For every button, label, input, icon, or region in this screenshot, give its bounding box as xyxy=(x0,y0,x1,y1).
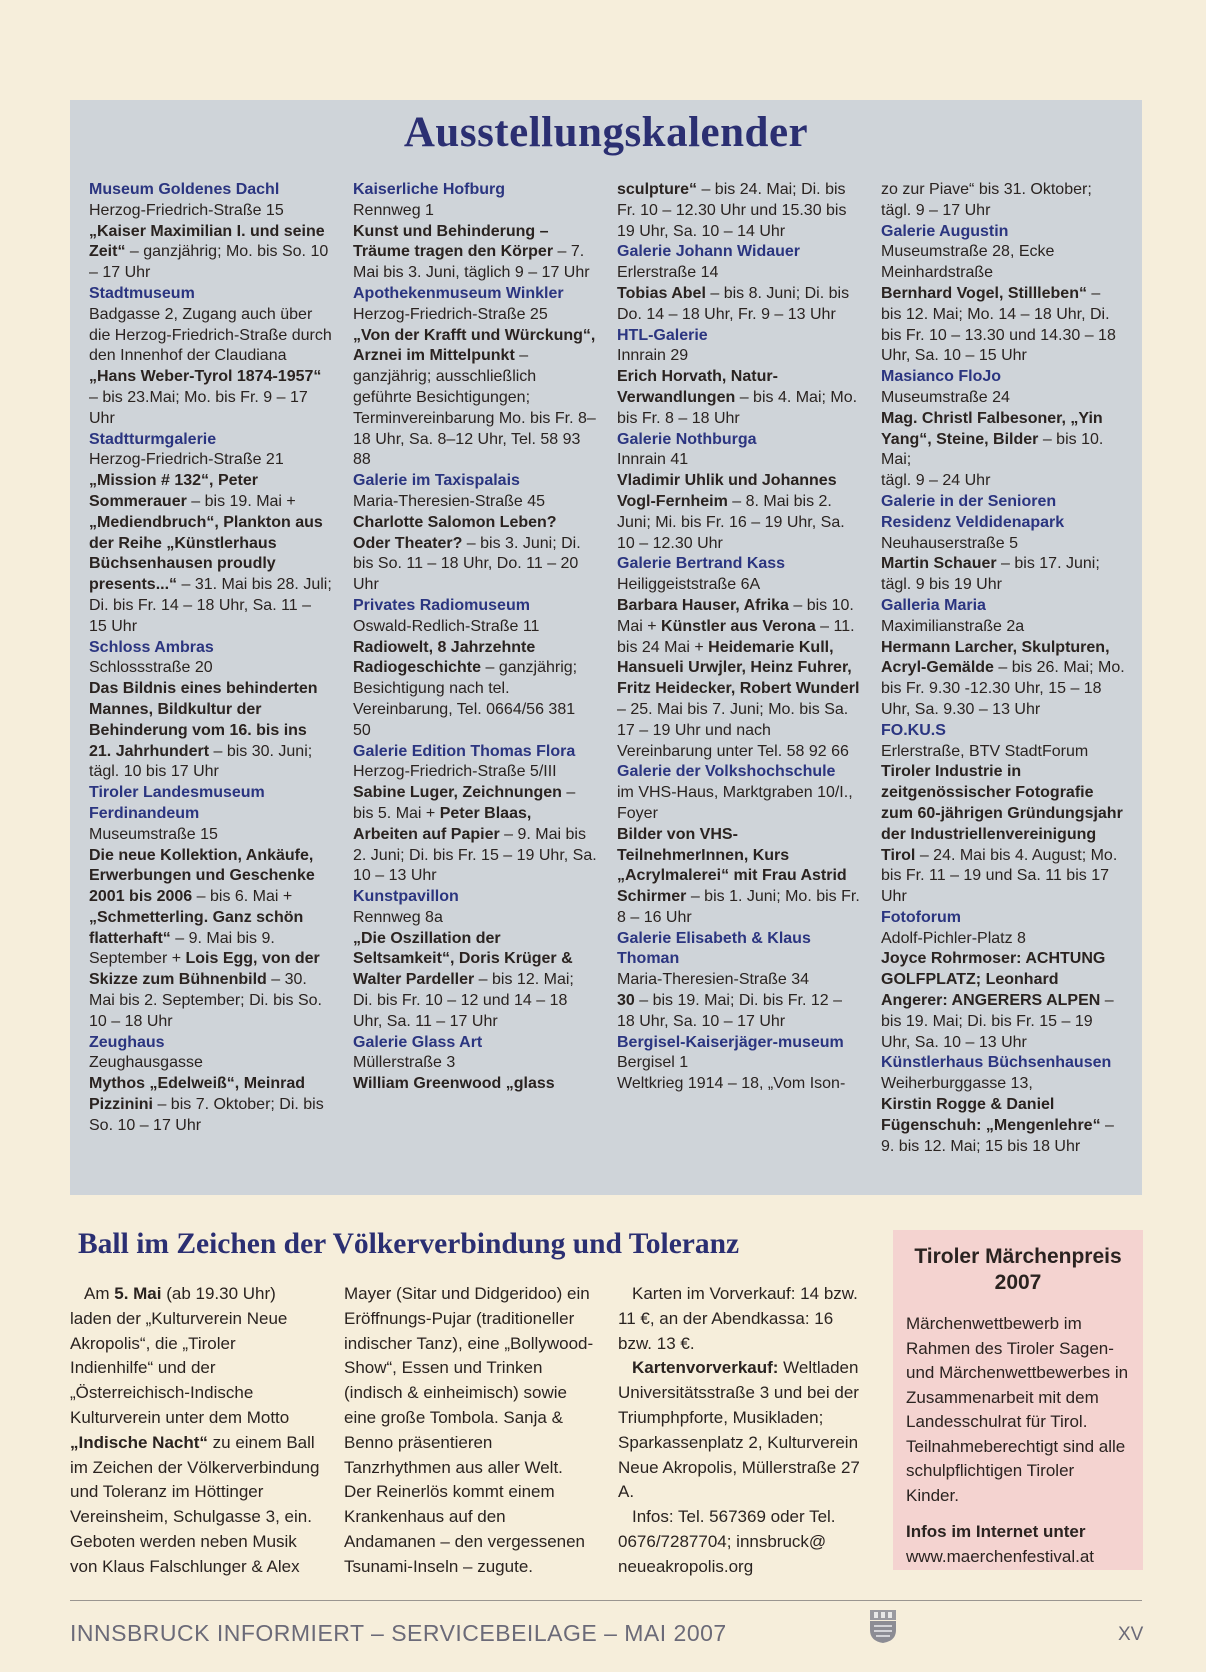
venue-entry xyxy=(617,1033,861,1095)
venue-entry xyxy=(89,284,333,430)
venue-entry xyxy=(617,326,861,430)
venue-entry xyxy=(353,471,597,596)
venue-name: Galerie Elisabeth & Klaus Thoman xyxy=(617,929,811,968)
exhibition-dates: – bis 4. Mai; Mo. bis Fr. 8 – 18 Uhr xyxy=(617,388,858,427)
venue-address: Adolf-Pichler-Platz 8 xyxy=(881,929,1026,947)
exhibition-calendar xyxy=(70,100,1142,1195)
exhibition-dates: – bis 10. Mai; xyxy=(881,430,1104,469)
venue-entry xyxy=(617,929,861,1033)
paragraph xyxy=(70,1282,320,1580)
exhibition-dates: – 9. Mai bis 2. Juni; Di. bis Fr. 15 – 19 Uhr, Sa. 10 – 13 Uhr xyxy=(353,825,597,885)
text: Am xyxy=(84,1284,115,1303)
exhibition-title: Mythos „Edelweiß“, Meinrad Pizzinini xyxy=(89,1075,306,1114)
venue-address: Heiliggeiststraße 6A xyxy=(617,576,761,594)
venue-entry xyxy=(881,492,1125,596)
venue-name: Galerie Edition Thomas Flora xyxy=(353,742,576,760)
exhibition-title: Joyce Rohrmoser: ACHTUNG GOLFPLATZ; Leonhard Angerer: ANGERERS ALPEN xyxy=(881,950,1106,1010)
calendar-column-1 xyxy=(89,180,333,1137)
venue-address: Erlerstraße 14 xyxy=(617,264,719,282)
exhibition-title: 30 xyxy=(617,992,635,1010)
venue-name: Bergisel-Kaiserjäger-museum xyxy=(617,1033,844,1051)
exhibition-title: Die neue Kollektion, Ankäufe, Erwerbungen und Geschenke 2001 bis 2006 xyxy=(89,846,315,906)
exhibition-dates: – ganzjährig; ausschließlich geführte Besichtigungen; Terminvereinbarung Mo. bis Fr. 8–18 Uhr, Sa. 8–12 Uhr, Tel. 58 93 88 xyxy=(353,347,596,469)
ball-article-column-3 xyxy=(618,1282,868,1580)
exhibition-title: Erich Horvath, Natur-Verwandlungen xyxy=(617,368,778,406)
exhibition-dates: – bis 17. Juni; tägl. 9 bis 19 Uhr xyxy=(881,555,1100,594)
exhibition-dates: – ganzjährig; Mo. bis So. 10 – 17 Uhr xyxy=(89,243,329,282)
text: Weltladen Universitätsstraße 3 und bei der Triumphpforte, Musikladen; Sparkassenplatz 2, Kulturverein Neue Akropolis, Müllerstraße 27 A. xyxy=(618,1358,860,1502)
venue-entry xyxy=(881,222,1125,368)
venue-name: Galerie Augustin xyxy=(881,222,1009,240)
venue-address: Schlossstraße 20 xyxy=(89,659,213,677)
exhibition-dates: – 9. bis 12. Mai; 15 bis 18 Uhr xyxy=(881,1116,1114,1155)
venue-name: Galerie Bertrand Kass xyxy=(617,555,786,573)
exhibition-title: „Hans Weber-Tyrol 1874-1957“ xyxy=(89,368,322,386)
exhibition-dates: – bis 10. Mai + xyxy=(617,596,854,635)
page-number: XV xyxy=(1118,1624,1144,1645)
exhibition-dates: – 7. Mai bis 3. Juni, täglich 9 – 17 Uhr xyxy=(353,243,590,282)
footer-divider xyxy=(70,1600,1142,1601)
exhibition-title: „Mediendbruch“, Plankton aus der Reihe „Künstlerhaus Büchsenhausen proudly presents...“ xyxy=(89,513,323,594)
text: (ab 19.30 Uhr) laden der „Kulturverein Neue Akropolis“, die „Tiroler Indienhilfe“ und der „Österreichisch-Indische Kulturverein unter dem Motto xyxy=(70,1284,290,1427)
exhibition-dates: – bis 19. Mai; Di. bis Fr. 12 – 18 Uhr, Sa. 10 – 17 Uhr xyxy=(617,992,842,1030)
venue-name: Galerie der Volkshochschule xyxy=(617,763,836,781)
venue-entry xyxy=(881,908,1125,1054)
exhibition-title: Mag. Christl Falbesoner, „Yin Yang“, Steine, Bilder xyxy=(881,409,1103,448)
paragraph: Mayer (Sitar und Didgeridoo) ein Eröffnungs-Pujar (traditioneller indischer Tanz), eine „Bollywood-Show“, Essen und Trinken (indisch & einheimisch) sowie eine große Tombola. Sanja & Benno präsentieren Tanzrhythmen aus aller Welt. Der Reinerlös kommt einem Krankenhaus auf den Andamanen – den vergessenen Tsunami-Inseln – zugute. xyxy=(344,1284,594,1576)
venue-address: Rennweg 1 xyxy=(353,201,434,219)
exhibition-dates: – bis 5. Mai + xyxy=(353,784,576,822)
venue-address: Badgasse 2, Zugang auch über die Herzog-Friedrich-Straße durch den Innenhof der Claudiana xyxy=(89,305,332,365)
exhibition-dates: – 30. Mai bis 2. September; Di. bis So. 10 – 18 Uhr xyxy=(89,971,322,1030)
text: zu einem Ball im Zeichen der Völkerverbindung und Toleranz im Höttinger Vereinsheim, Schulgasse 3, ein. Geboten werden neben Musik von Klaus Falschlunger & Alex xyxy=(70,1432,320,1576)
exhibition-title: „Schmetterling. Ganz schön flatterhaft“ xyxy=(89,908,304,947)
exhibition-title: Radiowelt, 8 Jahrzehnte Radiogeschichte xyxy=(353,638,536,677)
venue-entry xyxy=(353,284,597,471)
exhibition-title: Kirstin Rogge & Daniel Fügenschuh: „Mengenlehre“ xyxy=(881,1096,1101,1134)
ball-article-column-1 xyxy=(70,1282,320,1580)
exhibition-dates: zo zur Piave“ bis 31. Oktober; tägl. 9 – 17 Uhr xyxy=(881,181,1092,219)
venue-name: Galerie in der Senioren Residenz Veldidenapark xyxy=(881,492,1065,531)
venue-name: Galerie Johann Widauer xyxy=(617,243,801,261)
exhibition-title: Hermann Larcher, Skulpturen, Acryl-Gemälde xyxy=(881,638,1110,677)
venue-name: Kunstpavillon xyxy=(353,888,459,906)
exhibition-title: Charlotte Salomon Leben? Oder Theater? xyxy=(353,513,557,552)
venue-address: Museumstraße 28, Ecke Meinhardstraße xyxy=(881,243,1055,282)
exhibition-title: „Mission # 132“, Peter Sommerauer xyxy=(89,472,258,510)
venue-name: Galleria Maria xyxy=(881,596,986,614)
venue-address: Innrain 41 xyxy=(617,451,689,469)
exhibition-hours: tägl. 9 – 24 Uhr xyxy=(881,472,991,490)
venue-address: Erlerstraße, BTV StadtForum xyxy=(881,742,1089,760)
exhibition-dates: – bis 19. Mai; Di. bis Fr. 15 – 19 Uhr, Sa. 10 – 13 Uhr xyxy=(881,992,1114,1051)
venue-address: Zeughausgasse xyxy=(89,1054,203,1072)
exhibition-dates: – 11. bis 24 Mai + xyxy=(617,617,855,656)
venue-entry xyxy=(881,367,1125,492)
exhibition-dates: – bis 3. Juni; Di. bis So. 11 – 18 Uhr, Do. 11 – 20 Uhr xyxy=(353,534,581,594)
exhibition-dates: – 9. Mai bis 9. September + xyxy=(89,929,275,968)
venue-name: Galerie Glass Art xyxy=(353,1033,483,1051)
footer-publication: INNSBRUCK INFORMIERT – SERVICEBEILAGE – MAI 2007 xyxy=(70,1620,727,1646)
exhibition-title: Das Bildnis eines behinderten Mannes, Bildkultur der Behinderung vom 16. bis ins 21. Jahrhundert xyxy=(89,680,318,760)
coat-of-arms-icon xyxy=(868,1608,898,1644)
venue-entry xyxy=(353,596,597,742)
paragraph: Infos: Tel. 567369 oder Tel. 0676/7287704; innsbruck@ neueakropolis.org xyxy=(618,1507,836,1576)
venue-name: Tiroler Landesmuseum Ferdinandeum xyxy=(89,784,265,822)
paragraph: Karten im Vorverkauf: 14 bzw. 11 €, an der Abendkassa: 16 bzw. 13 €. xyxy=(618,1284,858,1353)
venue-name: FO.KU.S xyxy=(881,721,946,739)
venue-name: HTL-Galerie xyxy=(617,326,708,344)
exhibition-dates: – bis 1. Juni; Mo. bis Fr. 8 – 16 Uhr xyxy=(617,888,860,926)
venue-entry xyxy=(617,242,861,325)
exhibition-dates: – 8. Mai bis 2. Juni; Mi. bis Fr. 16 – 19 Uhr, Sa. 10 – 12.30 Uhr xyxy=(617,492,845,552)
venue-name: Stadtmuseum xyxy=(89,284,195,302)
calendar-title: Ausstellungskalender xyxy=(403,109,809,156)
venue-address: Maria-Theresien-Straße 45 xyxy=(353,492,546,510)
maerchenpreis-title: Tiroler Märchenpreis 2007 xyxy=(914,1245,1122,1294)
exhibition-title: Heidemarie Kull, Hansueli Urwjler, Heinz Fuhrer, Fritz Heidecker, Robert Wunderl xyxy=(617,638,860,698)
exhibition-title: Bernhard Vogel, Stillleben“ xyxy=(881,284,1087,302)
venue-name: Galerie im Taxispalais xyxy=(353,472,520,490)
venue-address: Maximilianstraße 2a xyxy=(881,617,1025,635)
venue-name: Stadtturmgalerie xyxy=(89,430,217,448)
venue-entry xyxy=(617,430,861,555)
exhibition-title: Peter Blaas, Arbeiten auf Papier xyxy=(353,804,532,843)
venue-address: Museumstraße 24 xyxy=(881,388,1010,406)
venue-name: Museum Goldenes Dachl xyxy=(89,181,280,198)
info-label: Infos im Internet unter xyxy=(906,1522,1086,1541)
exhibition-title: Martin Schauer xyxy=(881,555,997,573)
calendar-column-4 xyxy=(881,180,1125,1157)
venue-entry xyxy=(89,783,333,1033)
venue-address: Weiherburggasse 13, xyxy=(881,1075,1033,1093)
venue-address: Herzog-Friedrich-Straße 5/III xyxy=(353,763,557,781)
exhibition-title: „Von der Krafft und Würckung“, Arznei im Mittelpunkt xyxy=(353,326,596,365)
ball-article-column-2 xyxy=(344,1282,594,1580)
exhibition-dates: – 31. Mai bis 28. Juli; Di. bis Fr. 14 – 18 Uhr, Sa. 11 – 15 Uhr xyxy=(89,576,332,635)
exhibition-dates: – bis 12. Mai; Mo. 14 – 18 Uhr, Di. bis Fr. 10 – 13.30 und 14.30 – 18 Uhr, Sa. 10 – 15 Uhr xyxy=(881,284,1116,365)
exhibition-title: Vladimir Uhlik und Johannes Vogl-Fernheim xyxy=(617,472,837,510)
exhibition-title: Tobias Abel xyxy=(617,284,706,302)
exhibition-dates: – bis 30. Juni; tägl. 10 bis 17 Uhr xyxy=(89,742,313,781)
venue-entry xyxy=(617,180,861,242)
venue-entry xyxy=(353,1033,597,1095)
exhibition-title: Künstler aus Verona xyxy=(661,617,816,635)
venue-entry xyxy=(89,180,333,284)
venue-address: Museumstraße 15 xyxy=(89,825,218,843)
venue-address: Innrain 29 xyxy=(617,347,689,365)
venue-name: Apothekenmuseum Winkler xyxy=(353,284,564,302)
paragraph xyxy=(618,1356,868,1505)
venue-entry xyxy=(881,596,1125,721)
exhibition-dates: – bis 8. Juni; Di. bis Do. 14 – 18 Uhr, Fr. 9 – 13 Uhr xyxy=(617,284,850,323)
venue-address: Herzog-Friedrich-Straße 15 xyxy=(89,201,284,219)
exhibition-title: „Die Oszillation der Seltsamkeit“, Doris Krüger & Walter Pardeller xyxy=(353,929,573,989)
presale-label: Kartenvorverkauf: xyxy=(632,1358,779,1378)
exhibition-dates: – 25. Mai bis 7. Juni; Mo. bis Sa. 17 – 19 Uhr und nach Vereinbarung unter Tel. 58 92 66 xyxy=(617,700,849,760)
venue-entry xyxy=(881,721,1125,908)
exhibition-title: Lois Egg, von der Skizze zum Bühnenbild xyxy=(89,950,320,989)
venue-name: Schloss Ambras xyxy=(89,638,214,656)
venue-entry xyxy=(353,180,597,284)
venue-entry xyxy=(881,1053,1125,1157)
calendar-column-2 xyxy=(353,180,597,1095)
maerchenpreis-text: Märchenwettbewerb im Rahmen des Tiroler Sagen- und Märchenwettbewerbes in Zusammenarbeit mit dem Landesschulrat für Tirol. Teilnahmeberechtigt sind alle schulpflichtigen Tiroler Kinder. xyxy=(906,1314,1129,1505)
venue-name: Kaiserliche Hofburg xyxy=(353,181,506,198)
calendar-column-3 xyxy=(617,180,861,1095)
venue-entry xyxy=(89,638,333,784)
exhibition-dates: – bis 7. Oktober; Di. bis So. 10 – 17 Uhr xyxy=(89,1096,324,1134)
venue-name: Masianco FloJo xyxy=(881,368,1002,386)
maerchenpreis-box xyxy=(893,1230,1143,1570)
venue-address: Herzog-Friedrich-Straße 21 xyxy=(89,451,284,469)
venue-entry xyxy=(617,554,861,762)
venue-address: Müllerstraße 3 xyxy=(353,1054,456,1072)
venue-name: Fotoforum xyxy=(881,908,961,926)
exhibition-title: sculpture“ xyxy=(617,181,698,198)
exhibition-dates: – bis 26. Mai; Mo. bis Fr. 9.30 -12.30 Uhr, 15 – 18 Uhr, Sa. 9.30 – 13 Uhr xyxy=(881,659,1125,718)
ball-article-title: Ball im Zeichen der Völkerverbindung und Toleranz xyxy=(78,1228,740,1260)
venue-address: Bergisel 1 xyxy=(617,1054,689,1072)
maerchenpreis-info xyxy=(906,1520,1131,1569)
date-highlight: 5. Mai xyxy=(114,1284,162,1303)
exhibition-dates: – bis 6. Mai + xyxy=(192,888,293,906)
venue-name: Galerie Nothburga xyxy=(617,430,757,448)
venue-address: im VHS-Haus, Marktgraben 10/I., Foyer xyxy=(617,784,853,822)
venue-address: Herzog-Friedrich-Straße 25 xyxy=(353,305,548,323)
exhibition-title: William Greenwood „glass xyxy=(353,1075,555,1093)
venue-address: Neuhauserstraße 5 xyxy=(881,534,1018,552)
exhibition-title: Sabine Luger, Zeichnungen xyxy=(353,784,562,802)
exhibition-dates: Weltkrieg 1914 – 18, „Vom Ison- xyxy=(617,1075,846,1093)
venue-name: Privates Radiomuseum xyxy=(353,596,530,614)
exhibition-dates: – bis 23.Mai; Mo. bis Fr. 9 – 17 Uhr xyxy=(89,388,308,427)
exhibition-title: Bilder von VHS-TeilnehmerInnen, Kurs „Acrylmalerei“ mit Frau Astrid Schirmer xyxy=(617,825,847,906)
venue-entry xyxy=(89,430,333,638)
exhibition-title: Tiroler Industrie in zeitgenössischer Fotografie zum 60-jährigen Gründungsjahr der Industriellenvereinigung Tirol xyxy=(881,763,1123,864)
venue-name: Künstlerhaus Büchsenhausen xyxy=(881,1054,1112,1072)
venue-address: Oswald-Redlich-Straße 11 xyxy=(353,617,540,635)
exhibition-dates: – ganzjährig; Besichtigung nach tel. Vereinbarung, Tel. 0664/56 381 50 xyxy=(353,659,578,739)
exhibition-dates: – bis 19. Mai + xyxy=(186,492,296,510)
venue-entry xyxy=(353,887,597,1033)
motto-highlight: „Indische Nacht“ xyxy=(70,1432,208,1452)
exhibition-title: „Kaiser Maximilian I. und seine Zeit“ xyxy=(89,222,325,261)
exhibition-title: Barbara Hauser, Afrika xyxy=(617,596,789,614)
venue-address: Rennweg 8a xyxy=(353,908,443,926)
exhibition-title: Kunst und Behinderung – Träume tragen den Körper xyxy=(353,222,554,261)
exhibition-dates: – 24. Mai bis 4. August; Mo. bis Fr. 11 – 19 und Sa. 11 bis 17 Uhr xyxy=(881,846,1118,906)
exhibition-dates: – bis 24. Mai; Di. bis Fr. 10 – 12.30 Uhr und 15.30 bis 19 Uhr, Sa. 10 – 14 Uhr xyxy=(617,181,847,240)
exhibition-dates: – bis 12. Mai; Di. bis Fr. 10 – 12 und 14 – 18 Uhr, Sa. 11 – 17 Uhr xyxy=(353,971,574,1030)
venue-entry xyxy=(617,762,861,928)
venue-entry xyxy=(881,180,1125,222)
venue-entry xyxy=(89,1033,333,1137)
venue-name: Zeughaus xyxy=(89,1033,165,1051)
venue-address: Maria-Theresien-Straße 34 xyxy=(617,971,810,989)
website-link[interactable]: www.maerchenfestival.at xyxy=(906,1546,1095,1566)
venue-entry xyxy=(353,742,597,888)
